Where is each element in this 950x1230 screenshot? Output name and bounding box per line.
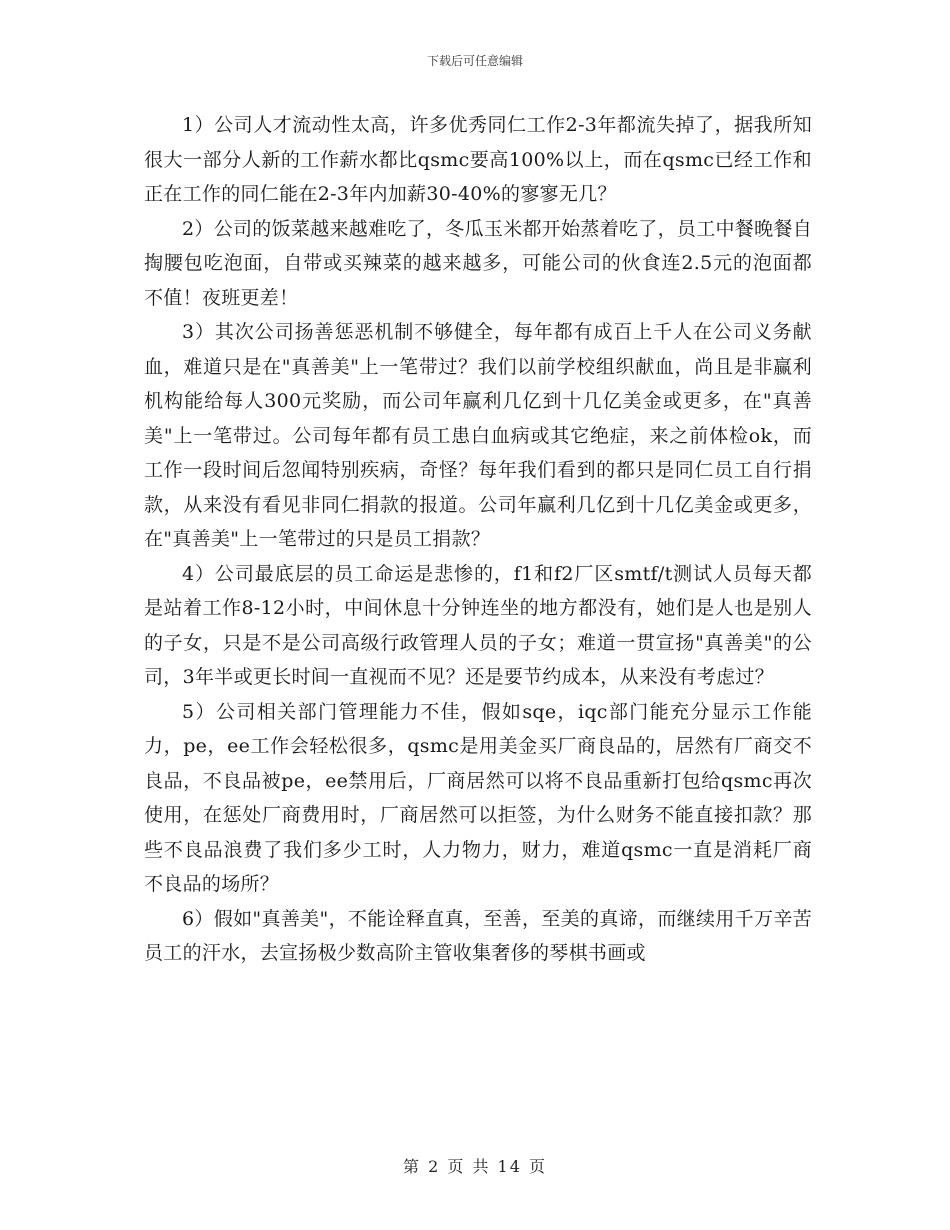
paragraph-5: 5）公司相关部门管理能力不佳，假如sqe，iqc部门能充分显示工作能力，pe，ee工作会轻松很多，qsmc是用美金买厂商良品的，居然有厂商交不良品，不良品被pe，ee禁用后，厂商居然可以将不良品重新打包给qsmc再次使用，在惩处厂商费用时，厂商居然可以拒签，为什么财务不能直接扣款？那些不良品浪费了我们多少工时，人力物力，财力，难道qsmc一直是消耗厂商不良品的场所？ (144, 700, 812, 895)
paragraph-6: 6）假如"真善美"，不能诠释直真，至善，至美的真谛，而继续用千万辛苦员工的汗水，去宣扬极少数高阶主管收集奢侈的琴棋书画或 (144, 907, 812, 964)
paragraph-1: 1）公司人才流动性太高，许多优秀同仁工作2-3年都流失掉了，据我所知很大一部分人新的工作薪水都比qsmc要高100%以上，而在qsmc已经工作和正在工作的同仁能在2-3年内加薪30-40%的寥寥无几？ (144, 114, 812, 205)
document-body (144, 108, 812, 971)
paragraph-2: 2）公司的饭菜越来越难吃了，冬瓜玉米都开始蒸着吃了，员工中餐晚餐自掏腰包吃泡面，自带或买辣菜的越来越多，可能公司的伙食连2.5元的泡面都不值！夜班更差！ (144, 217, 812, 309)
page-footer: 第 2 页 共 14 页 (403, 1157, 547, 1176)
paragraph-3: 3）其次公司扬善惩恶机制不够健全，每年都有成百上千人在公司义务献血，难道只是在"真善美"上一笔带过？我们以前学校组织献血，尚且是非赢利机构能给每人300元奖励，而公司年赢利几亿到十几亿美金或更多，在"真善美"上一笔带过。公司每年都有员工患白血病或其它绝症，来之前体检ok，而工作一段时间后忽闻特别疾病，奇怪？每年我们看到的都只是同仁员工自行捐款，从来没有看见非同仁捐款的报道。公司年赢利几亿到十几亿美金或更多，在"真善美"上一笔带过的只是员工捐款？ (144, 321, 812, 550)
paragraph-4: 4）公司最底层的员工命运是悲惨的，f1和f2厂区smtf/t测试人员每天都是站着工作8-12小时，中间休息十分钟连坐的地方都没有，她们是人也是别人的子女，只是不是公司高级行政管理人员的子女；难道一贯宣扬"真善美"的公司，3年半或更长时间一直视而不见？还是要节约成本，从来没有考虑过？ (144, 562, 812, 688)
page-header: 下载后可任意编辑 (426, 54, 523, 68)
